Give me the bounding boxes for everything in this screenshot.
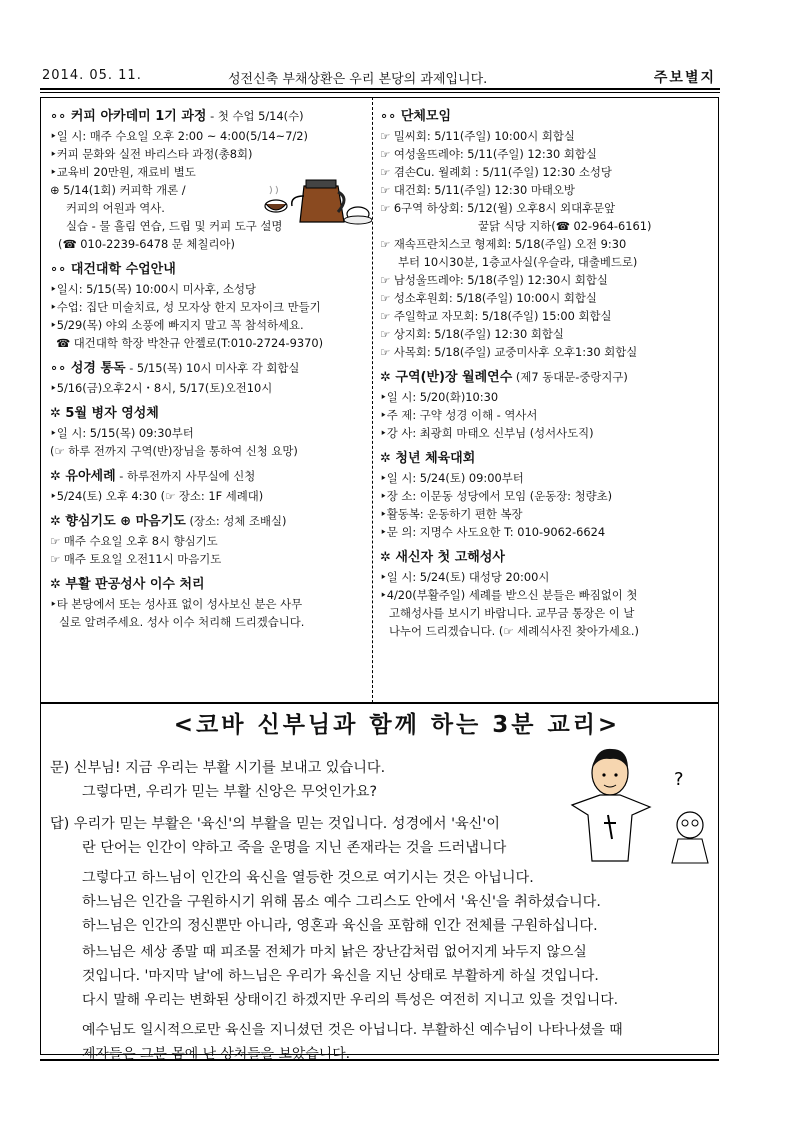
group-line: ☞ 6구역 하상회: 5/12(월) 오후8시 외대후문앞 bbox=[380, 201, 616, 215]
prayer-title: 향심기도 ⊕ 마음기도 bbox=[65, 514, 186, 529]
question-line: 그렇다면, 우리가 믿는 부활 신앙은 무엇인가요? bbox=[82, 784, 377, 800]
group-line: ☞ 밀씨회: 5/11(주일) 10:00시 회합실 bbox=[380, 129, 575, 143]
confession-line: 나누어 드리겠습니다. (☞ 세례식사진 찾아가세요.) bbox=[389, 624, 639, 638]
cross-mark-icon: ✲ bbox=[50, 577, 66, 592]
coffee-line: ‣교육비 20만원, 재료비 별도 bbox=[50, 165, 196, 179]
group-line: ☞ 남성울뜨레야: 5/18(주일) 12:30시 회합실 bbox=[380, 273, 608, 287]
sports-line: ‣활동복: 운동하기 편한 복장 bbox=[380, 507, 523, 521]
group-line: 부터 10시30분, 1층교사실(우슬라, 대출베드로) bbox=[398, 255, 638, 269]
infant-line: ‣5/24(토) 오후 4:30 (☞ 장소: 1F 세례대) bbox=[50, 489, 264, 503]
answer-paragraph-line: 예수님도 일시적으로만 육신을 지니셨던 것은 아닙니다. 부활하신 예수님이 나타나셨을 때 bbox=[82, 1022, 623, 1038]
easter-title: 부활 판공성사 이수 처리 bbox=[65, 577, 205, 592]
answer-paragraph-line: 다시 말해 우리는 변화된 상태이긴 하겠지만 우리의 특성은 여전히 지니고 있을 것입니다. bbox=[82, 992, 619, 1008]
cross-mark-icon: ✲ bbox=[380, 370, 396, 385]
district-sub: (제7 동대문-중랑지구) bbox=[512, 370, 628, 384]
column-divider bbox=[372, 97, 373, 703]
bottom-rule bbox=[40, 1059, 719, 1061]
prayer-line: ☞ 매주 수요일 오후 8시 향심기도 bbox=[50, 534, 218, 548]
sick-title: 5월 병자 영성체 bbox=[65, 406, 159, 421]
group-line: ☞ 겸손Cu. 월례회 : 5/11(주일) 12:30 소성당 bbox=[380, 165, 612, 179]
groups-title: 단체모임 bbox=[400, 109, 452, 124]
question-line: 문) 신부님! 지금 우리는 부활 시기를 보내고 있습니다. bbox=[50, 760, 386, 776]
district-title: 구역(반)장 월례연수 bbox=[395, 370, 513, 385]
sports-title: 청년 체육대회 bbox=[395, 451, 476, 466]
bible-sub: - 5/15(목) 10시 미사후 각 회합실 bbox=[125, 361, 300, 375]
college-title: 대건대학 수업안내 bbox=[70, 262, 176, 277]
college-line: ‣일시: 5/15(목) 10:00시 미사후, 소성당 bbox=[50, 282, 256, 296]
cross-mark-icon: ✲ bbox=[380, 451, 396, 466]
college-contact: ☎ 대건대학 학장 박찬규 안젤로(T:010-2724-9370) bbox=[56, 336, 324, 350]
cross-mark-icon: ✲ bbox=[380, 550, 396, 565]
sick-line: ‣일 시: 5/15(목) 09:30부터 bbox=[50, 426, 194, 440]
sports-line: ‣일 시: 5/24(토) 09:00부터 bbox=[380, 471, 524, 485]
college-line: ‣수업: 집단 미술치료, 성 모자상 한지 모자이크 만들기 bbox=[50, 300, 321, 314]
group-line: ☞ 재속프란치스코 형제회: 5/18(주일) 오전 9:30 bbox=[380, 237, 627, 251]
bible-title: 성경 통독 bbox=[70, 361, 126, 376]
coffee-line: 실습 - 물 흘림 연습, 드립 및 커피 도구 설명 bbox=[66, 219, 283, 233]
cross-mark-icon: ✲ bbox=[50, 514, 66, 529]
confession-line: ‣일 시: 5/24(토) 대성당 20:00시 bbox=[380, 570, 550, 584]
supplement-label: 주보별지 bbox=[653, 70, 716, 86]
cross-mark-icon: ✲ bbox=[50, 469, 66, 484]
prayer-sub: (장소: 성체 조배실) bbox=[185, 514, 287, 528]
infant-baptism-section bbox=[50, 466, 368, 505]
district-training-section bbox=[380, 367, 714, 442]
coffee-line: ‣커피 문화와 실전 바리스타 과정(총8회) bbox=[50, 147, 253, 161]
group-line: ☞ 상지회: 5/18(주일) 12:30 회합실 bbox=[380, 327, 564, 341]
issue-date: 2014. 05. 11. bbox=[42, 68, 142, 83]
sick-line: (☞ 하루 전까지 구역(반)장님을 통하여 신청 요망) bbox=[50, 444, 298, 458]
coffee-line: ⊕ 5/14(1회) 커피학 개론 / bbox=[50, 183, 186, 197]
right-column bbox=[380, 106, 714, 642]
district-line: ‣일 시: 5/20(화)10:30 bbox=[380, 390, 499, 404]
answer-paragraph-line: 그렇다고 하느님이 인간의 육신을 열등한 것으로 여기시는 것은 아닙니다. bbox=[82, 870, 534, 886]
sick-communion-section bbox=[50, 403, 368, 460]
coffee-line: ‣일 시: 매주 수요일 오후 2:00 ~ 4:00(5/14~7/2) bbox=[50, 129, 308, 143]
group-line: ☞ 성소후원회: 5/18(주일) 10:00시 회합실 bbox=[380, 291, 597, 305]
prayer-line: ☞ 매주 토요일 오전11시 마음기도 bbox=[50, 552, 222, 566]
catechism-title: <코바 신부님과 함께 하는 3분 교리> bbox=[173, 712, 621, 738]
answer-paragraph-line: 하느님은 인간의 정신뿐만 아니라, 영혼과 육신을 포함해 인간 전체를 구원하십니다. bbox=[82, 918, 598, 934]
infant-title: 유아세례 bbox=[65, 469, 116, 484]
group-line: ☞ 사목회: 5/18(주일) 교중미사후 오후1:30 회합실 bbox=[380, 345, 638, 359]
easter-line: 실로 알려주세요. 성사 이수 처리해 드리겠습니다. bbox=[59, 615, 305, 629]
district-line: ‣강 사: 최광희 마태오 신부님 (성서사도직) bbox=[380, 426, 594, 440]
infant-sub: - 하루전까지 사무실에 신청 bbox=[115, 469, 256, 483]
confession-line: ‣4/20(부활주일) 세례를 받으신 분들은 빠짐없이 첫 bbox=[380, 588, 638, 602]
coffee-contact: (☎ 010-2239-6478 문 체칠리아) bbox=[58, 237, 235, 251]
answer-line: 란 단어는 인간이 약하고 죽을 운명을 지닌 존재라는 것을 드러냅니다 bbox=[82, 840, 507, 856]
answer-line: 답) 우리가 믿는 부활은 '육신'의 부활을 믿는 것입니다. 성경에서 '육신'이 bbox=[50, 816, 500, 832]
page-header bbox=[40, 58, 720, 90]
priest-illustration bbox=[562, 745, 722, 865]
bible-section bbox=[50, 358, 368, 397]
college-section bbox=[50, 259, 368, 352]
group-line: ☞ 여성울뜨레야: 5/11(주일) 12:30 회합실 bbox=[380, 147, 597, 161]
parish-motto: 성전신축 부채상환은 우리 본당의 과제입니다. bbox=[228, 72, 488, 87]
youth-sports-section bbox=[380, 448, 714, 541]
prayer-section bbox=[50, 511, 368, 568]
groups-section bbox=[380, 106, 714, 361]
first-confession-section bbox=[380, 547, 714, 640]
coffee-line: 커피의 어원과 역사. bbox=[66, 201, 165, 215]
sports-line: ‣장 소: 이문동 성당에서 모임 (운동장: 청량초) bbox=[380, 489, 613, 503]
bullet-dots-icon: ∘∘ bbox=[50, 361, 71, 376]
group-line: ☞ 대건회: 5/11(주일) 12:30 마태오방 bbox=[380, 183, 575, 197]
coffee-title: 커피 아카데미 1기 과정 bbox=[70, 109, 207, 124]
coffee-sub: - 첫 수업 5/14(수) bbox=[206, 109, 304, 123]
college-line: ‣5/29(목) 야외 소풍에 빠지지 말고 꼭 참석하세요. bbox=[50, 318, 304, 332]
sports-line: ‣문 의: 지명수 사도요한 T: 010-9062-6624 bbox=[380, 525, 606, 539]
answer-paragraph-line: 제자들은 그분 몸에 난 상처들을 보았습니다. bbox=[82, 1046, 351, 1062]
bullet-dots-icon: ∘∘ bbox=[50, 109, 71, 124]
bible-line: ‣5/16(금)오후2시・8시, 5/17(토)오전10시 bbox=[50, 381, 273, 395]
answer-paragraph-line: 하느님은 세상 종말 때 피조물 전체가 마치 낡은 장난감처럼 없어지게 놔두지 않으실 bbox=[82, 944, 587, 960]
coffee-pot-icon bbox=[262, 172, 372, 232]
bullet-dots-icon: ∘∘ bbox=[50, 262, 71, 277]
answer-paragraph-line: 하느님은 인간을 구원하시기 위해 몸소 예수 그리스도 안에서 '육신'을 취하셨습니다. bbox=[82, 894, 601, 910]
easter-line: ‣타 본당에서 또는 성사표 없이 성사보신 분은 사무 bbox=[50, 597, 303, 611]
confession-title: 새신자 첫 고해성사 bbox=[395, 550, 505, 565]
answer-paragraph-line: 것입니다. '마지막 날'에 하느님은 우리가 육신을 지닌 상태로 부활하게 하실 것입니다. bbox=[82, 968, 599, 984]
district-line: ‣주 제: 구약 성경 이해 - 역사서 bbox=[380, 408, 538, 422]
easter-confession-section bbox=[50, 574, 368, 631]
group-line: ☞ 주일학교 자모회: 5/18(주일) 15:00 회합실 bbox=[380, 309, 612, 323]
confession-line: 고해성사를 보시기 바랍니다. 교무금 통장은 이 날 bbox=[389, 606, 635, 620]
bullet-dots-icon: ∘∘ bbox=[380, 109, 401, 124]
cross-mark-icon: ✲ bbox=[50, 406, 66, 421]
question-mark: ? bbox=[674, 769, 684, 790]
group-line: 꿀닭 식당 지하(☎ 02-964-6161) bbox=[478, 219, 652, 233]
